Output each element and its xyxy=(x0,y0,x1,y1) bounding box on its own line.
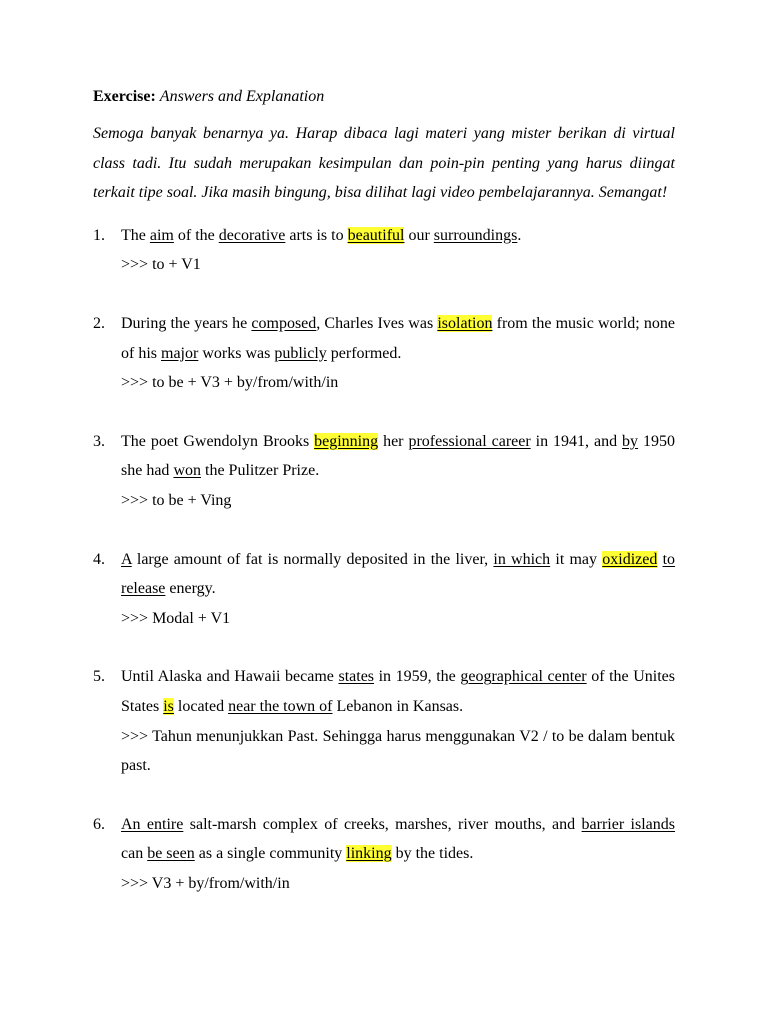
sentence-text: by the tides. xyxy=(391,845,474,863)
sentence-text: in 1941, and xyxy=(530,432,623,450)
underlined-phrase: by xyxy=(622,432,639,450)
sentence-text: our xyxy=(404,226,434,244)
item-explanation: >>> to + V1 xyxy=(121,256,201,274)
item-sentence xyxy=(121,545,675,604)
item-sentence xyxy=(121,309,675,368)
item-explanation: >>> to be + V3 + by/from/with/in xyxy=(121,374,339,392)
underlined-phrase: composed xyxy=(251,314,317,332)
sentence-text: the Pulitzer Prize. xyxy=(201,462,320,480)
underlined-phrase: professional career xyxy=(408,432,531,450)
sentence-text: works was xyxy=(198,344,275,362)
item-explanation: >>> to be + Ving xyxy=(121,491,232,509)
answer-list xyxy=(93,221,675,899)
item-explanation: >>> V3 + by/from/with/in xyxy=(121,874,290,892)
sentence-text: in 1959, the xyxy=(374,668,461,686)
sentence-text: from the music world; none of his xyxy=(121,314,676,362)
sentence-text: . xyxy=(517,226,522,244)
underlined-phrase: barrier islands xyxy=(581,815,676,833)
sentence-text: can xyxy=(121,845,148,863)
underlined-phrase: in which xyxy=(493,550,551,568)
item-sentence xyxy=(121,427,675,486)
document-page xyxy=(93,84,675,927)
highlighted-error-word: beautiful xyxy=(347,226,405,244)
sentence-text: her xyxy=(378,432,409,450)
sentence-text: of the xyxy=(173,226,219,244)
item-sentence xyxy=(121,662,675,721)
sentence-text: 1950 she had xyxy=(121,432,675,480)
sentence-text: , Charles Ives was xyxy=(316,314,438,332)
highlighted-error-word: linking xyxy=(346,845,392,863)
sentence-text: located xyxy=(173,697,229,715)
sentence-text: Lebanon in Kansas. xyxy=(332,697,464,715)
sentence-text: The poet Gwendolyn Brooks xyxy=(121,432,315,450)
highlighted-error-word: is xyxy=(163,697,174,715)
sentence-text: it may xyxy=(550,550,603,568)
item-sentence xyxy=(121,810,675,869)
underlined-phrase: be seen xyxy=(147,845,195,863)
item-sentence xyxy=(121,221,675,251)
underlined-phrase: geographical center xyxy=(460,668,587,686)
underlined-phrase: publicly xyxy=(274,344,327,362)
underlined-phrase: A xyxy=(121,550,132,568)
answer-item xyxy=(93,810,675,899)
sentence-text: During the years he xyxy=(121,314,252,332)
sentence-text: arts is to xyxy=(285,226,348,244)
item-number: 5. xyxy=(93,668,105,686)
highlighted-error-word: isolation xyxy=(437,314,493,332)
sentence-text: The xyxy=(121,226,150,244)
intro-paragraph: Semoga banyak benarnya ya. Harap dibaca lagi materi yang mister berikan di virtual class tadi. Itu sudah merupakan kesimpulan dan poin-pin penting yang harus diingat terkait tipe soal. Jika masih bingung, bisa dilihat lagi video pembelajarannya. Semangat! xyxy=(93,125,675,202)
underlined-phrase: major xyxy=(161,344,199,362)
item-number: 4. xyxy=(93,550,105,568)
highlighted-error-word: beginning xyxy=(314,432,379,450)
answer-item xyxy=(93,545,675,634)
item-explanation: >>> Tahun menunjukkan Past. Sehingga harus menggunakan V2 / to be dalam bentuk past. xyxy=(121,727,675,775)
sentence-text: salt-marsh complex of creeks, marshes, river mouths, and xyxy=(183,815,582,833)
sentence-text: of the Unites States xyxy=(121,668,676,715)
answer-item xyxy=(93,662,675,780)
sentence-text: Until Alaska and Hawaii became xyxy=(121,668,339,686)
highlighted-error-word: oxidized xyxy=(602,550,658,568)
underlined-phrase: states xyxy=(338,668,375,686)
underlined-phrase: near the town of xyxy=(228,697,333,715)
item-number: 1. xyxy=(93,226,105,244)
item-explanation: >>> Modal + V1 xyxy=(121,609,231,627)
sentence-text: performed. xyxy=(326,344,402,362)
title-lead: Exercise: xyxy=(93,88,156,105)
underlined-phrase: decorative xyxy=(218,226,286,244)
underlined-phrase: An entire xyxy=(121,815,184,833)
item-number: 6. xyxy=(93,815,105,833)
sentence-text: as a single community xyxy=(194,845,347,863)
document-title xyxy=(93,84,675,110)
sentence-text: large amount of fat is normally deposited in the liver, xyxy=(131,550,494,568)
item-number: 2. xyxy=(93,314,105,332)
item-number: 3. xyxy=(93,432,105,450)
title-subtitle: Answers and Explanation xyxy=(159,88,325,105)
answer-item xyxy=(93,427,675,516)
underlined-phrase: aim xyxy=(149,226,174,244)
answer-item xyxy=(93,309,675,398)
underlined-phrase: surroundings xyxy=(433,226,518,244)
underlined-phrase: to release xyxy=(121,550,676,598)
underlined-phrase: won xyxy=(173,462,201,480)
sentence-text: energy. xyxy=(165,580,216,598)
answer-item xyxy=(93,221,675,280)
